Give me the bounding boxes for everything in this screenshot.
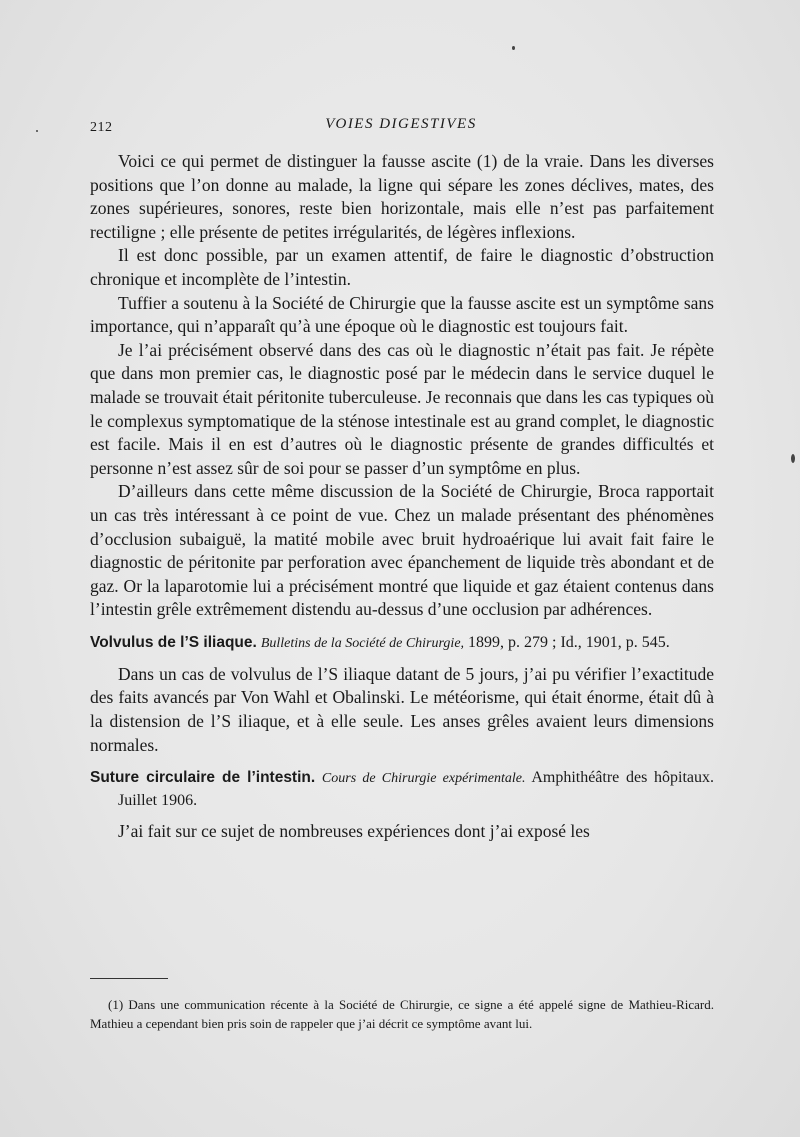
entry-title: Suture circulaire de l’intestin. (90, 769, 316, 787)
body-paragraph: Voici ce qui permet de distinguer la fausse ascite (1) de la vraie. Dans les diverses positions que l’on donne au malade, la ligne qui sépare les zones déclives, mates, des zones supérieures, sonores, reste bien horizontale, mais elle n’est pas parfaitement rectiligne ; elle présente de petites irrégularités, de légères inflexions. (90, 151, 714, 242)
footnote-divider (90, 978, 168, 979)
entry-reference: 1899, p. 279 ; Id., 1901, p. 545. (468, 633, 670, 651)
entry-title: Volvulus de l’S iliaque. (90, 633, 257, 651)
footnote-text: (1) Dans une communication récente à la Société de Chirurgie, ce signe a été appelé signe de Mathieu-Ricard. Mathieu a cependant bien pris soin de rappeler que j’ai décrit ce symptôme avant lui. (90, 997, 714, 1031)
entry-source: Cours de Chirurgie expérimentale. (321, 771, 526, 787)
entry-heading (90, 632, 714, 655)
entry-reference: Amphithéâtre des hôpitaux. Juillet 1906. (118, 769, 715, 810)
bibliography-entry-suture (90, 767, 714, 844)
body-paragraph: Je l’ai précisément observé dans des cas où le diagnostic n’était pas fait. Je répète que dans mon premier cas, le diagnostic posé par le médecin dans le service duquel le malade se trouvait était péritonite tuberculeuse. Je reconnais que dans les cas typiques où le complexus symptomatique de la sténose intestinale est au grand complet, le diagnostic est facile. Mais il en est d’autres où le diagnostic présente de grandes difficultés et personne n’est assez sûr de soi pour se passer d’un symptôme en plus. (90, 339, 714, 478)
entry-paragraph: J’ai fait sur ce sujet de nombreuses expériences dont j’ai exposé les (118, 821, 590, 842)
page-number: 212 (90, 120, 113, 135)
entry-paragraph: Dans un cas de volvulus de l’S iliaque datant de 5 jours, j’ai pu vérifier l’exactitude des faits avancés par Von Wahl et Obalinski. Le météorisme, qui était énorme, était dû à la distension de l’S iliaque, et à elle seule. Les anses grêles avaient leurs dimensions normales. (90, 663, 714, 755)
body-paragraph: D’ailleurs dans cette même discussion de la Société de Chirurgie, Broca rapportait un cas très intéressant à ce point de vue. Chez un malade présentant des phénomènes d’occlusion subaiguë, la matité mobile avec bruit hydroaérique lui avait fait faire le diagnostic de péritonite par perforation avec épanchement de liquide très abondant et de gaz. Or la laparotomie lui a précisément montré que liquide et gaz étaient contenus dans l’intestin grêle extrêmement distendu au-dessus d’une occlusion par adhérences. (90, 481, 714, 620)
footnote (90, 996, 714, 1033)
body-paragraph: Tuffier a soutenu à la Société de Chirurgie que la fausse ascite est un symptôme sans importance, qui n’apparaît qu’à une époque où le diagnostic est toujours fait. (90, 292, 714, 337)
page-header (90, 116, 712, 138)
page-body (90, 150, 714, 844)
body-paragraph: Il est donc possible, par un examen attentif, de faire le diagnostic d’obstruction chronique et incomplète de l’intestin. (90, 245, 714, 289)
entry-source: Bulletins de la Société de Chirurgie, (260, 635, 465, 651)
scan-speck (791, 454, 795, 463)
scan-speck (512, 46, 515, 50)
running-title: VOIES DIGESTIVES (325, 116, 477, 132)
bibliography-entry-volvulus (90, 632, 714, 757)
entry-heading (90, 767, 714, 812)
scan-speck (36, 130, 38, 132)
